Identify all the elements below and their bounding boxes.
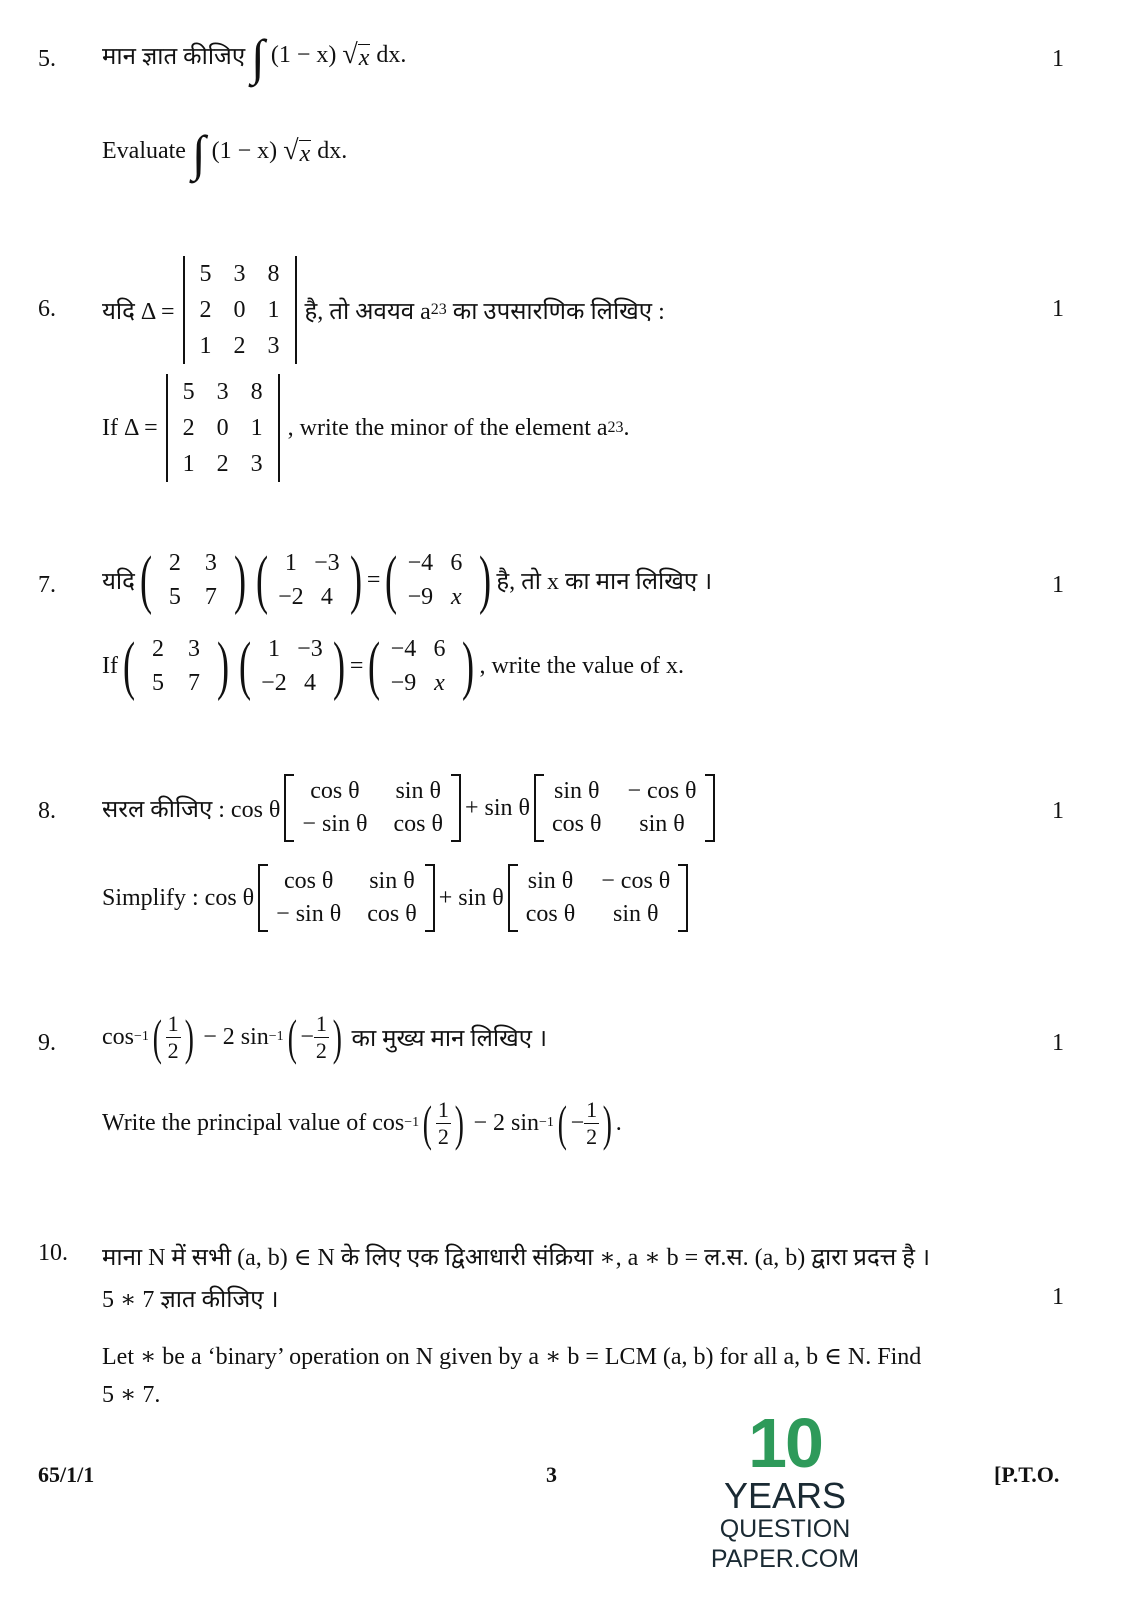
q7-mark: 1	[1052, 572, 1064, 598]
q6-hindi-suffix: है, तो अवयव a	[304, 298, 431, 325]
fraction: $\frac{1}{2}$	[586, 1096, 598, 1149]
matrix-1: cos θ sin θ − sin θ cos θ	[258, 866, 435, 930]
matrix-1: cos θ sin θ − sin θ cos θ	[284, 776, 461, 840]
q8-number: 8.	[38, 798, 56, 824]
matrix-a: ( 2 3 5 7 )	[122, 629, 230, 702]
q5-dx: dx.	[317, 137, 348, 164]
subscript: 23	[607, 419, 624, 436]
q9-english-prefix: Write the principal value of	[102, 1109, 367, 1136]
q7-hindi-suffix: है, तो x का मान लिखिए ।	[496, 568, 713, 595]
q6-number: 6.	[38, 296, 56, 322]
matrix-2: sin θ − cos θ cos θ sin θ	[534, 776, 715, 840]
q10-mark: 1	[1052, 1284, 1064, 1310]
sqrt-x: √ x	[342, 39, 370, 71]
q7-english-line: If ( 2 3 5 7 ) ( 1 −3 −2 4 ) = ( −4 6 −9 x ) , write the value of x.	[102, 629, 685, 702]
determinant: 5 3 8 2 0 1 1 2 3	[183, 256, 297, 364]
matrix-c: ( −4 6 −9 x )	[368, 629, 475, 702]
logo-number: 10	[748, 1404, 822, 1482]
q5-integrand: (1 − x)	[211, 137, 278, 164]
q9-english-line: Write the principal value of cos −1 ( $\frac{1}{2}$ ) − 2 sin −1 ( − $\frac{1}{2}$ ) .	[102, 1095, 622, 1151]
paper-code: 65/1/1	[38, 1462, 95, 1487]
q6-hindi-prefix: यदि Δ =	[102, 298, 175, 325]
q6-hindi-suffix-2: का उपसारणिक लिखिए :	[452, 298, 665, 325]
q8-english-line: Simplify : cos θ cos θ sin θ − sin θ cos θ + sin θ sin θ − cos θ cos θ sin θ	[102, 866, 692, 930]
q5-dx: dx.	[376, 41, 407, 68]
sqrt-x: √ x	[283, 135, 311, 167]
matrix-b: ( 1 −3 −2 4 )	[255, 543, 362, 616]
q5-english-line	[102, 125, 348, 181]
matrix-2: sin θ − cos θ cos θ sin θ	[508, 866, 689, 930]
q8-hindi-line: सरल कीजिए : cos θ cos θ sin θ − sin θ cos θ + sin θ sin θ − cos θ cos θ sin θ	[102, 776, 719, 840]
q5-hindi-text: मान ज्ञात कीजिए	[102, 43, 246, 70]
q7-hindi-prefix: यदि	[102, 568, 135, 595]
q6-english-prefix: If Δ =	[102, 414, 158, 441]
logo-years: YEARS	[723, 1475, 847, 1516]
q10-hindi-line-2: 5 ∗ 7 ज्ञात कीजिए ।	[102, 1287, 279, 1313]
q10-english-line-2: 5 ∗ 7.	[102, 1382, 161, 1408]
matrix-c: ( −4 6 −9 x )	[385, 543, 492, 616]
q8-english-prefix: Simplify : cos θ	[102, 884, 255, 911]
logo-site: QUESTION PAPER.COM	[710, 1515, 860, 1573]
matrix-a: ( 2 3 5 7 )	[139, 543, 246, 616]
q7-number: 7.	[38, 572, 56, 598]
site-logo	[650, 1404, 920, 1574]
q7-english-suffix: , write the value of x.	[479, 652, 685, 679]
matrix-b: ( 1 −3 −2 4 )	[238, 629, 345, 702]
q6-english-suffix: , write the minor of the element a	[287, 414, 608, 441]
q9-hindi-suffix: का मुख्य मान लिखिए ।	[351, 1025, 548, 1052]
fraction: $\frac{1}{2}$	[167, 1010, 179, 1063]
q8-mark: 1	[1052, 798, 1064, 824]
q5-hindi-line	[102, 29, 407, 85]
pto-label: [P.T.O.	[994, 1462, 1060, 1487]
q10-number: 10.	[38, 1240, 68, 1266]
q5-english-text: Evaluate	[102, 137, 186, 164]
q8-hindi-prefix: सरल कीजिए : cos θ	[102, 796, 281, 823]
integral-sign: ∫	[191, 125, 206, 181]
q5-mark: 1	[1052, 46, 1064, 72]
q10-english-line-1: Let ∗ be a ‘binary’ operation on N given by a ∗ b = LCM (a, b) for all a, b ∈ N. Find	[102, 1344, 922, 1370]
q6-english-line: If Δ = 5 3 8 2 0 1 1 2 3 , write the minor of the element a 23 .	[102, 374, 630, 482]
q5-integrand: (1 − x)	[270, 41, 337, 68]
determinant: 5 3 8 2 0 1 1 2 3	[166, 374, 280, 482]
q7-english-prefix: If	[102, 652, 118, 679]
q6-hindi-line	[102, 256, 665, 364]
fraction: $\frac{1}{2}$	[315, 1010, 327, 1063]
q9-mark: 1	[1052, 1030, 1064, 1056]
q10-hindi-line-1: माना N में सभी (a, b) ∈ N के लिए एक द्विआधारी संक्रिया ∗, a ∗ b = ल.स. (a, b) द्वारा प्रदत्त है ।	[102, 1245, 931, 1271]
page-number: 3	[546, 1462, 557, 1487]
q6-mark: 1	[1052, 296, 1064, 322]
fraction: $\frac{1}{2}$	[437, 1096, 449, 1149]
q9-hindi-line: cos −1 ( $\frac{1}{2}$ ) − 2 sin −1 ( − $\frac{1}{2}$ ) का मुख्य मान लिखिए ।	[102, 1009, 548, 1065]
subscript: 23	[430, 301, 447, 318]
q7-hindi-line: यदि ( 2 3 5 7 ) ( 1 −3 −2 4 ) = ( −4 6 −9 x ) है, तो x का मान लिखिए ।	[102, 543, 713, 616]
q5-number: 5.	[38, 46, 56, 72]
integral-sign: ∫	[251, 29, 265, 85]
q9-number: 9.	[38, 1030, 56, 1056]
